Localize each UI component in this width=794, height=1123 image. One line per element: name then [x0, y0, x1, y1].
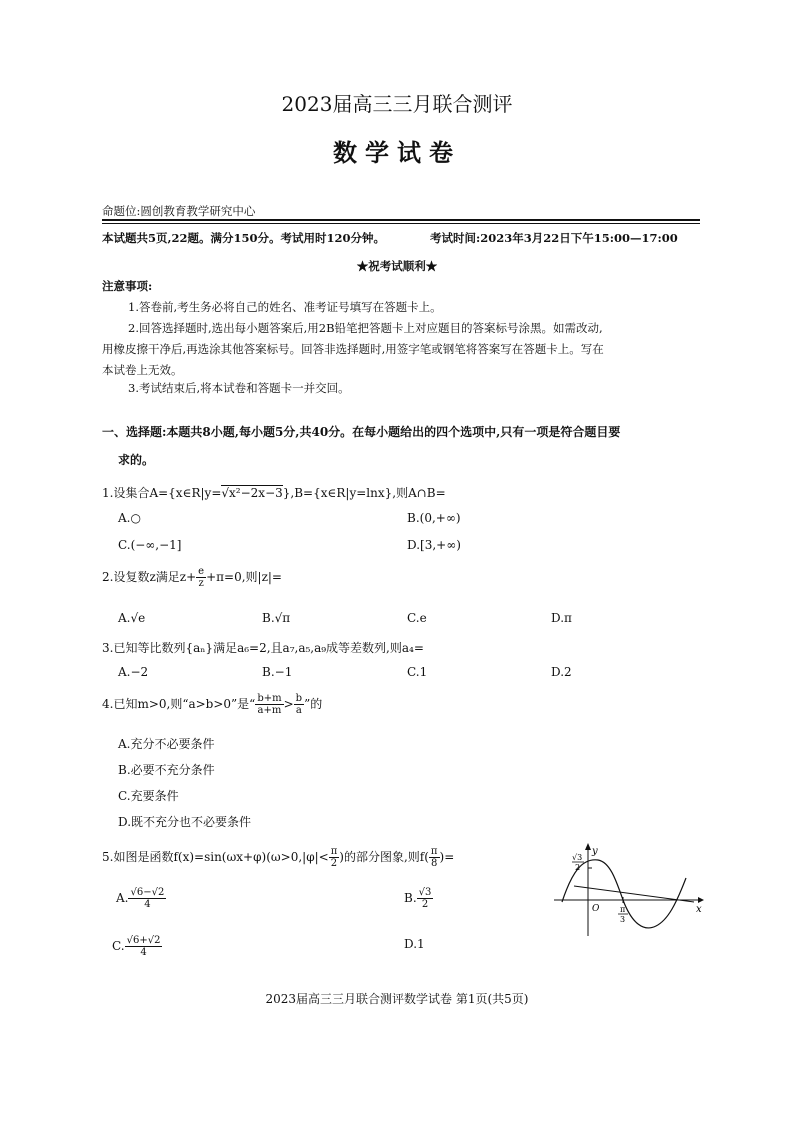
slogan: ★祝考试顺利★ [356, 259, 438, 273]
section-heading-cont: 求的。 [118, 453, 155, 467]
question-1-option-c: C.(−∞,−1] [118, 538, 182, 552]
question-3-option-a: A.−2 [118, 665, 149, 679]
exam-title: 2023届高三三月联合测评 [281, 92, 513, 116]
question-5-option-b: B. $\frac{√3}{2}$ [404, 887, 432, 910]
notes-heading: 注意事项: [102, 279, 153, 293]
question-2-option-c: C.e [407, 611, 427, 625]
divider-thin [102, 223, 700, 224]
x-axis-label: x [696, 904, 702, 915]
question-5-option-c: C. $\frac{√6+√2}{4}$ [112, 935, 161, 958]
question-2-option-b: B.√π [262, 611, 291, 625]
note-item: 3.考试结束后,将本试卷和答题卡一并交回。 [128, 381, 350, 395]
author-line: 命题位:圆创教育教学研究中心 [102, 204, 256, 218]
question-1-option-d: D.[3,+∞) [407, 538, 461, 552]
question-5-stem: 5.如图是函数f(x)=sin(ωx+φ)(ω>0,|φ|< $\frac{\pi}{2}$ )的部分图象,则f( $\frac{\pi}{8}$ )= [102, 846, 455, 869]
question-4-option-c: C.充要条件 [118, 789, 179, 803]
y-tick-label-den: 2 [575, 863, 581, 872]
y-axis-label: y [592, 846, 598, 857]
exam-time: 考试时间:2023年3月22日下午15:00—17:00 [430, 231, 678, 245]
question-2-option-d: D.π [551, 611, 572, 625]
question-5-option-a: A. $\frac{√6-√2}{4}$ [116, 887, 165, 910]
question-1-stem: 1.设集合A={x∈R|y=√x²−2x−3},B={x∈R|y=lnx},则A∩B= [102, 486, 446, 500]
question-3-option-c: C.1 [407, 665, 428, 679]
y-axis-arrow-icon [585, 843, 591, 850]
x-tick-label-den: 3 [620, 915, 626, 924]
question-4-option-b: B.必要不充分条件 [118, 763, 215, 777]
note-item: 用橡皮擦干净后,再选涂其他答案标号。回答非选择题时,用签字笔或钢笔将答案写在答题卡上。写在 [102, 342, 604, 356]
note-item: 2.回答选择题时,选出每小题答案后,用2B铅笔把答题卡上对应题目的答案标号涂黑。如需改动, [128, 321, 603, 335]
x-axis-arrow-icon [698, 897, 704, 903]
question-2-option-a: A.√e [118, 611, 146, 625]
question-3-option-d: D.2 [551, 665, 572, 679]
question-4-option-a: A.充分不必要条件 [118, 737, 215, 751]
question-5-option-d: D.1 [404, 937, 425, 951]
origin-label: O [592, 904, 600, 914]
exam-info: 本试题共5页,22题。满分150分。考试用时120分钟。 [102, 231, 386, 245]
page-footer: 2023届高三三月联合测评数学试卷 第1页(共5页) [265, 992, 529, 1006]
question-1-option-b: B.(0,+∞) [407, 511, 461, 525]
question-3-option-b: B.−1 [262, 665, 293, 679]
subject-title: 数学试卷 [333, 138, 461, 167]
question-3-stem: 3.已知等比数列{aₙ}满足a₆=2,且a₇,a₅,a₉成等差数列,则a₄= [102, 641, 424, 655]
question-4-stem: 4.已知m>0,则“a>b>0”是“ $\frac{b+m}{a+m}$ > $\frac{b}{a}$ ”的 [102, 693, 323, 716]
note-item: 1.答卷前,考生务必将自己的姓名、准考证号填写在答题卡上。 [128, 300, 442, 314]
note-item: 本试卷上无效。 [102, 363, 183, 377]
x-tick-label-num: π [620, 905, 626, 914]
divider-thick [102, 219, 700, 221]
section-heading: 一、选择题:本题共8小题,每小题5分,共40分。在每小题给出的四个选项中,只有一项是符合题目要 [102, 425, 621, 439]
question-2-stem: 2.设复数z满足z+ $\frac{e}{z}$ +π=0,则|z|= [102, 566, 282, 589]
y-tick-label-num: √3 [572, 853, 583, 862]
question-4-option-d: D.既不充分也不必要条件 [118, 815, 252, 829]
question-1-option-a: A.○ [118, 511, 141, 525]
sine-graph [548, 840, 708, 940]
